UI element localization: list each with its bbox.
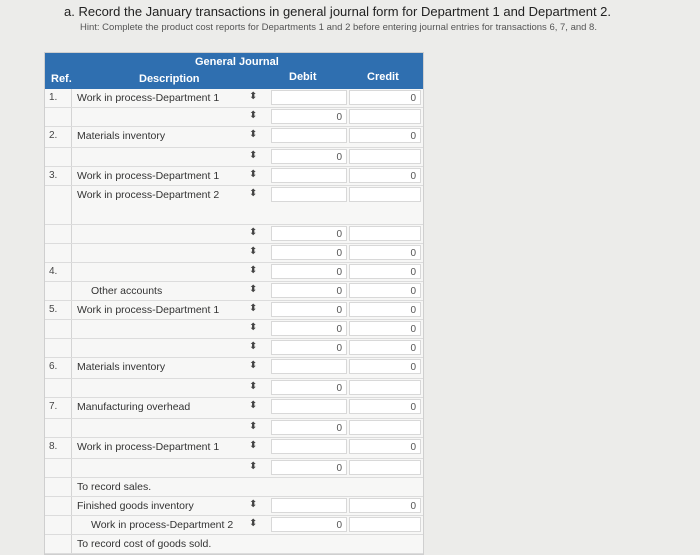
account-description[interactable]: To record sales.	[77, 481, 152, 493]
account-description[interactable]: Work in process-Department 1	[77, 92, 220, 104]
credit-input[interactable]: 0	[349, 283, 421, 298]
ref-divider	[71, 535, 72, 553]
ref-divider	[71, 339, 72, 357]
credit-input[interactable]: 0	[349, 302, 421, 317]
debit-input[interactable]: 0	[271, 264, 347, 279]
debit-input[interactable]	[271, 359, 347, 374]
column-header-description: Description	[139, 73, 200, 85]
updown-arrow-icon[interactable]: ⬍	[249, 341, 258, 352]
journal-rows	[45, 89, 423, 554]
credit-input[interactable]: 0	[349, 245, 421, 260]
journal-row	[45, 320, 423, 339]
ref-divider	[71, 516, 72, 534]
updown-arrow-icon[interactable]: ⬍	[249, 246, 258, 257]
updown-arrow-icon[interactable]: ⬍	[249, 322, 258, 333]
row-ref: 6.	[49, 361, 58, 372]
updown-arrow-icon[interactable]: ⬍	[249, 129, 258, 140]
credit-input[interactable]	[349, 109, 421, 124]
updown-arrow-icon[interactable]: ⬍	[249, 518, 258, 529]
credit-input[interactable]: 0	[349, 439, 421, 454]
journal-row	[45, 358, 423, 379]
updown-arrow-icon[interactable]: ⬍	[249, 400, 258, 411]
debit-input[interactable]	[271, 90, 347, 105]
ref-divider	[71, 438, 72, 458]
row-ref: 4.	[49, 266, 58, 277]
account-description[interactable]: Finished goods inventory	[77, 500, 194, 512]
ref-divider	[71, 320, 72, 338]
credit-input[interactable]: 0	[349, 168, 421, 183]
updown-arrow-icon[interactable]: ⬍	[249, 265, 258, 276]
account-description[interactable]: Work in process-Department 1	[77, 304, 220, 316]
journal-row	[45, 478, 423, 497]
account-description[interactable]: Work in process-Department 2	[77, 189, 220, 201]
updown-arrow-icon[interactable]: ⬍	[249, 303, 258, 314]
credit-input[interactable]	[349, 226, 421, 241]
row-ref: 8.	[49, 441, 58, 452]
updown-arrow-icon[interactable]: ⬍	[249, 440, 258, 451]
account-description[interactable]: Other accounts	[91, 285, 163, 297]
ref-divider	[71, 478, 72, 496]
row-ref: 5.	[49, 304, 58, 315]
account-description[interactable]: Materials inventory	[77, 361, 166, 373]
account-description[interactable]: Work in process-Department 2	[91, 519, 234, 531]
updown-arrow-icon[interactable]: ⬍	[249, 91, 258, 102]
journal-row	[45, 244, 423, 263]
ref-divider	[71, 497, 72, 515]
debit-input[interactable]	[271, 399, 347, 414]
debit-input[interactable]	[271, 498, 347, 513]
journal-row	[45, 459, 423, 478]
ref-divider	[71, 358, 72, 378]
updown-arrow-icon[interactable]: ⬍	[249, 150, 258, 161]
journal-row	[45, 497, 423, 516]
updown-arrow-icon[interactable]: ⬍	[249, 284, 258, 295]
updown-arrow-icon[interactable]: ⬍	[249, 169, 258, 180]
debit-input[interactable]	[271, 187, 347, 202]
ref-divider	[71, 167, 72, 185]
row-ref: 2.	[49, 130, 58, 141]
credit-input[interactable]: 0	[349, 128, 421, 143]
journal-header	[45, 53, 423, 89]
row-ref: 7.	[49, 401, 58, 412]
debit-input[interactable]: 0	[271, 420, 347, 435]
credit-input[interactable]: 0	[349, 264, 421, 279]
journal-row	[45, 339, 423, 358]
journal-row	[45, 535, 423, 554]
ref-divider	[71, 263, 72, 281]
credit-input[interactable]: 0	[349, 321, 421, 336]
ref-divider	[71, 379, 72, 397]
updown-arrow-icon[interactable]: ⬍	[249, 188, 258, 199]
credit-input[interactable]: 0	[349, 498, 421, 513]
journal-row	[45, 167, 423, 186]
updown-arrow-icon[interactable]: ⬍	[249, 381, 258, 392]
ref-divider	[71, 459, 72, 477]
credit-input[interactable]	[349, 149, 421, 164]
debit-input[interactable]: 0	[271, 340, 347, 355]
journal-title: General Journal	[195, 56, 279, 68]
question-heading: a. Record the January transactions in general journal form for Department 1 and Department 2.	[64, 4, 612, 19]
updown-arrow-icon[interactable]: ⬍	[249, 499, 258, 510]
debit-input[interactable]: 0	[271, 109, 347, 124]
debit-input[interactable]: 0	[271, 321, 347, 336]
updown-arrow-icon[interactable]: ⬍	[249, 461, 258, 472]
ref-divider	[71, 89, 72, 107]
credit-input[interactable]	[349, 420, 421, 435]
journal-row	[45, 148, 423, 167]
ref-divider	[71, 186, 72, 224]
ref-divider	[71, 419, 72, 437]
ref-divider	[71, 127, 72, 147]
journal-row	[45, 379, 423, 398]
debit-input[interactable]: 0	[271, 245, 347, 260]
ref-divider	[71, 398, 72, 418]
journal-row	[45, 108, 423, 127]
column-header-ref: Ref.	[51, 73, 72, 85]
column-header-debit: Debit	[289, 71, 317, 83]
debit-input[interactable]	[271, 128, 347, 143]
updown-arrow-icon[interactable]: ⬍	[249, 421, 258, 432]
journal-row	[45, 438, 423, 459]
updown-arrow-icon[interactable]: ⬍	[249, 227, 258, 238]
question-hint: Hint: Complete the product cost reports for Departments 1 and 2 before entering journal entries for transactions 6, 7, and 8.	[80, 22, 597, 33]
row-ref: 3.	[49, 170, 58, 181]
ref-divider	[71, 244, 72, 262]
journal-row	[45, 225, 423, 244]
journal-row	[45, 263, 423, 282]
debit-input[interactable]	[271, 168, 347, 183]
journal-row	[45, 127, 423, 148]
ref-divider	[71, 225, 72, 243]
credit-input[interactable]: 0	[349, 359, 421, 374]
credit-input[interactable]: 0	[349, 340, 421, 355]
debit-input[interactable]: 0	[271, 380, 347, 395]
account-description[interactable]: To record cost of goods sold.	[77, 538, 212, 550]
account-description[interactable]: Work in process-Department 1	[77, 170, 220, 182]
journal-row	[45, 282, 423, 301]
debit-input[interactable]: 0	[271, 226, 347, 241]
general-journal-table	[44, 52, 424, 555]
credit-input[interactable]	[349, 460, 421, 475]
ref-divider	[71, 282, 72, 300]
row-ref: 1.	[49, 92, 58, 103]
journal-row	[45, 89, 423, 108]
credit-input[interactable]: 0	[349, 399, 421, 414]
credit-input[interactable]: 0	[349, 90, 421, 105]
ref-divider	[71, 108, 72, 126]
ref-divider	[71, 301, 72, 319]
updown-arrow-icon[interactable]: ⬍	[249, 360, 258, 371]
account-description[interactable]: Work in process-Department 1	[77, 441, 220, 453]
journal-row	[45, 186, 423, 225]
debit-input[interactable]: 0	[271, 302, 347, 317]
column-header-credit: Credit	[367, 71, 399, 83]
journal-row	[45, 419, 423, 438]
credit-input[interactable]	[349, 517, 421, 532]
debit-input[interactable]: 0	[271, 460, 347, 475]
account-description[interactable]: Materials inventory	[77, 130, 166, 142]
debit-input[interactable]: 0	[271, 517, 347, 532]
account-description[interactable]: Manufacturing overhead	[77, 401, 191, 413]
ref-divider	[71, 148, 72, 166]
debit-input[interactable]	[271, 439, 347, 454]
journal-row	[45, 398, 423, 419]
updown-arrow-icon[interactable]: ⬍	[249, 110, 258, 121]
debit-input[interactable]: 0	[271, 283, 347, 298]
journal-row	[45, 301, 423, 320]
credit-input[interactable]	[349, 187, 421, 202]
debit-input[interactable]: 0	[271, 149, 347, 164]
credit-input[interactable]	[349, 380, 421, 395]
